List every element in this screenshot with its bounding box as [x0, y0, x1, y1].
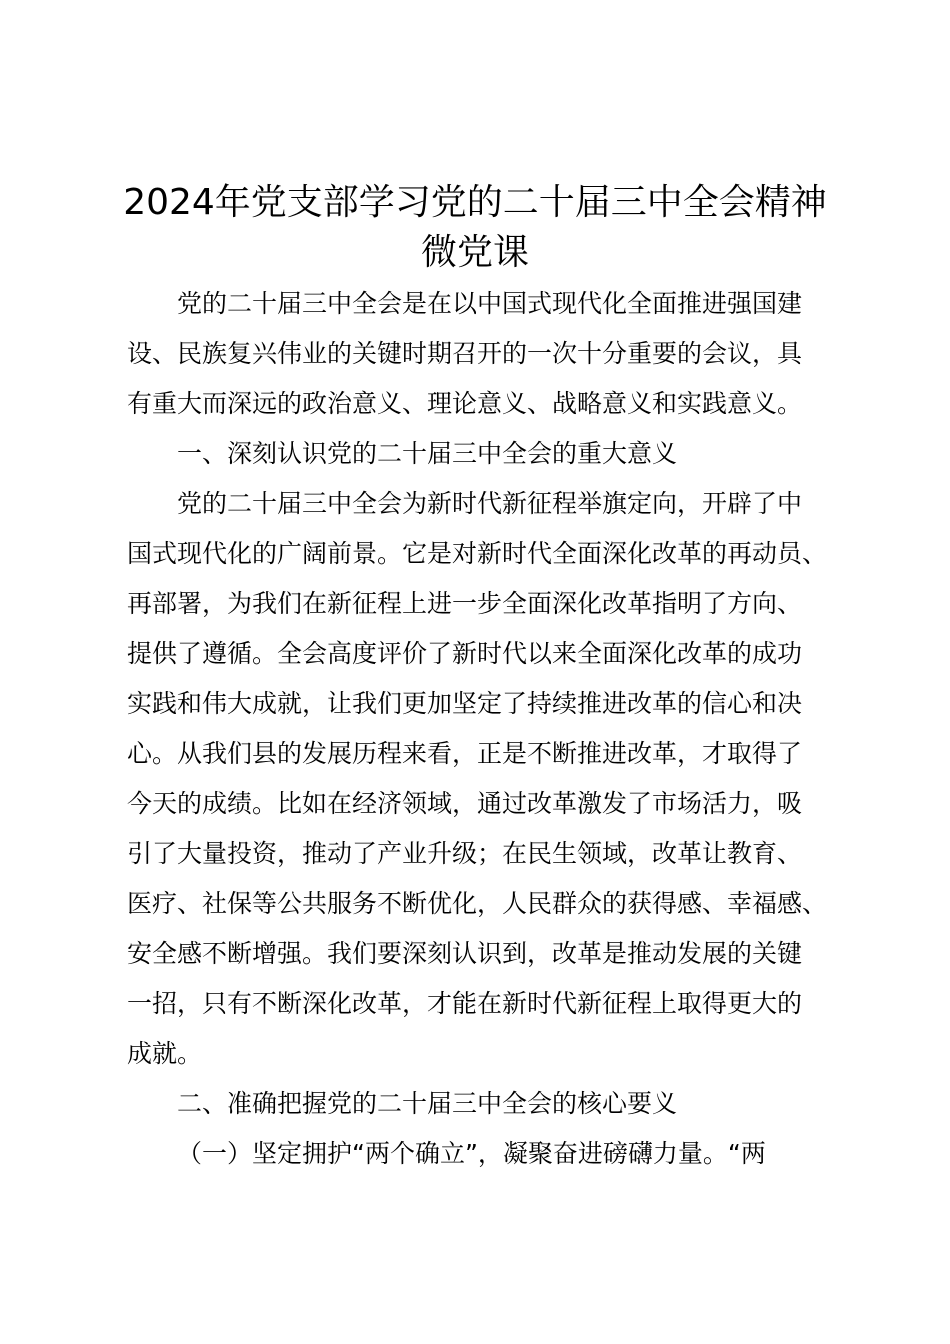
text-line: 党的二十届三中全会是在以中国式现代化全面推进强国建 [177, 289, 803, 318]
title-line-1: 2024年党支部学习党的二十届三中全会精神 [123, 182, 827, 223]
text-line: 引了大量投资，推动了产业升级；在民生领域，改革让教育、 [127, 839, 803, 868]
text-line: 今天的成绩。比如在经济领域，通过改革激发了市场活力，吸 [127, 789, 803, 818]
text-line: 党的二十届三中全会为新时代新征程举旗定向，开辟了中 [177, 489, 803, 518]
title-line-2: 微党课 [420, 232, 529, 273]
text-line: 安全感不断增强。我们要深刻认识到，改革是推动发展的关键 [127, 939, 803, 968]
text-line: 有重大而深远的政治意义、理论意义、战略意义和实践意义。 [127, 389, 803, 418]
text-line: 成就。 [127, 1039, 203, 1068]
text-line: 提供了遵循。全会高度评价了新时代以来全面深化改革的成功 [127, 639, 803, 668]
document-title [110, 178, 840, 278]
text-line: 再部署，为我们在新征程上进一步全面深化改革指明了方向、 [127, 589, 803, 618]
section-heading: 一、深刻认识党的二十届三中全会的重大意义 [177, 439, 678, 468]
section-heading: 二、准确把握党的二十届三中全会的核心要义 [177, 1089, 678, 1118]
text-line: 实践和伟大成就，让我们更加坚定了持续推进改革的信心和决 [127, 689, 803, 718]
text-line: 设、民族复兴伟业的关键时期召开的一次十分重要的会议，具 [127, 339, 803, 368]
text-line: 医疗、社保等公共服务不断优化，人民群众的获得感、幸福感、 [127, 889, 828, 918]
text-line: 一招，只有不断深化改革，才能在新时代新征程上取得更大的 [127, 989, 803, 1018]
text-line: 国式现代化的广阔前景。它是对新时代全面深化改革的再动员、 [127, 539, 828, 568]
text-line: （一）坚定拥护“两个确立”，凝聚奋进磅礴力量。“两 [177, 1139, 766, 1168]
text-line: 心。从我们县的发展历程来看，正是不断推进改革，才取得了 [127, 739, 803, 768]
